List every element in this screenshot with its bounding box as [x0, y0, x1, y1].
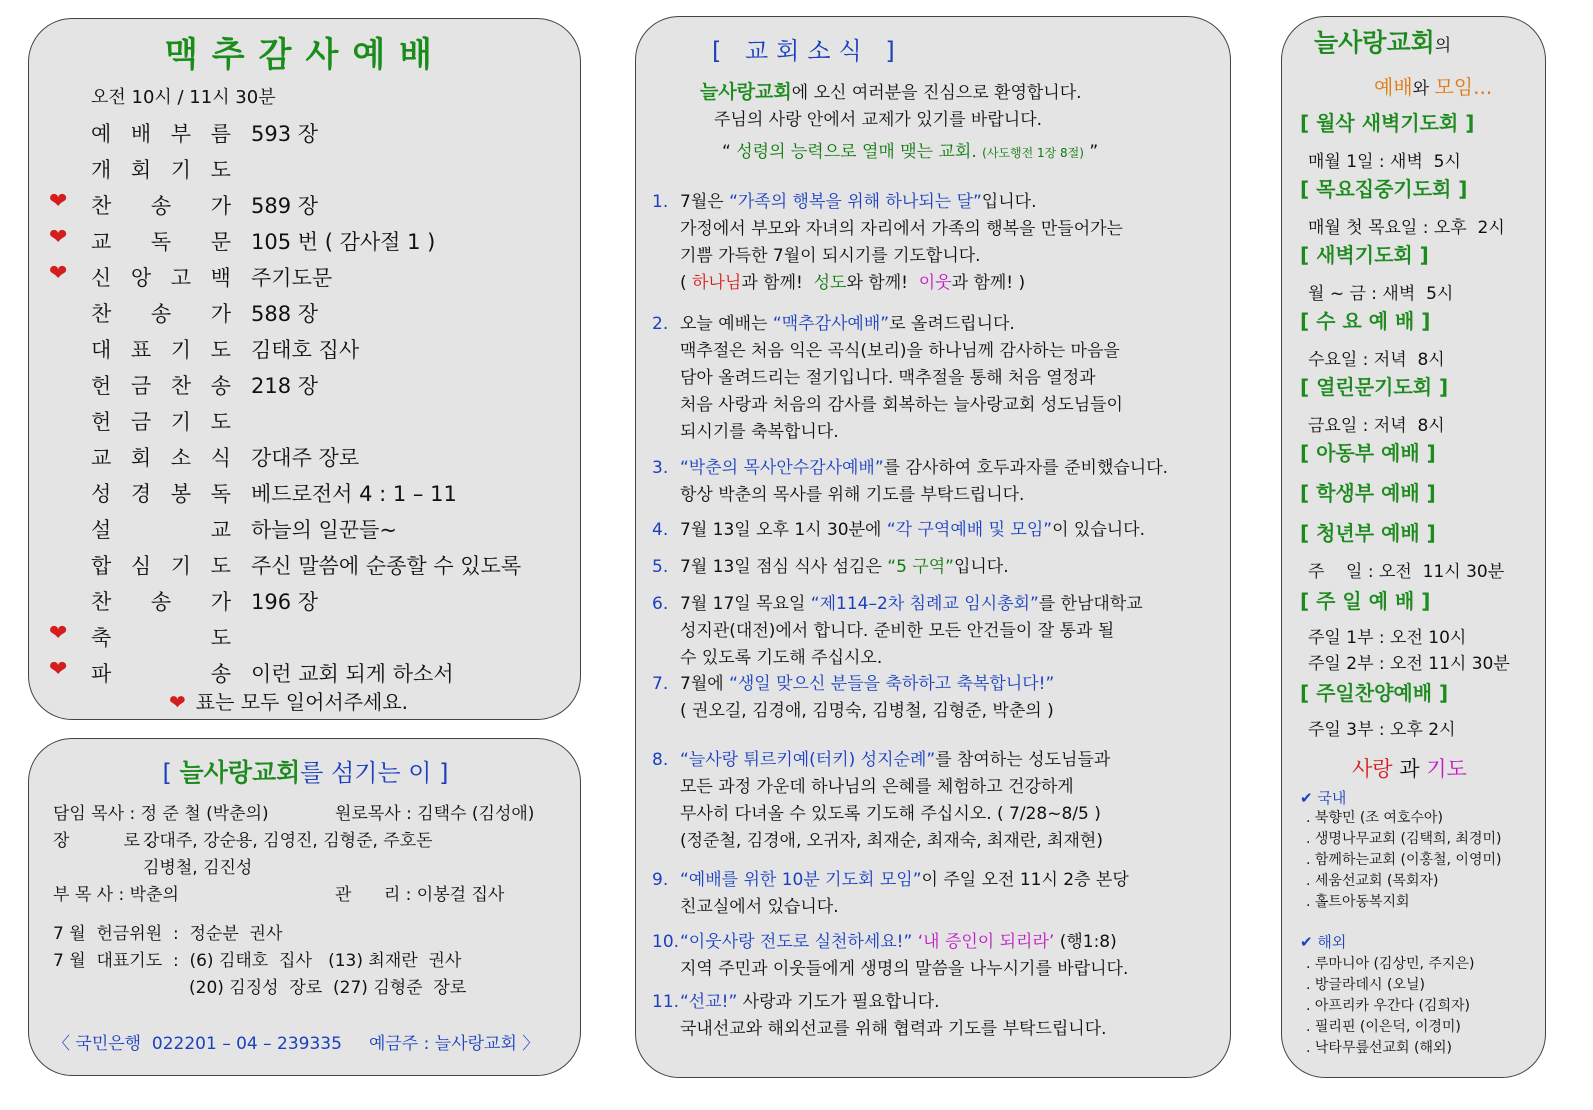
heart-icon: ❤	[49, 225, 68, 250]
prayer-item: . 북향민 (조 여호수아)	[1306, 810, 1443, 826]
news-item-text: 이웃	[918, 273, 952, 293]
motto-text: 성령의 능력으로 열매 맺는 교회.	[736, 142, 977, 162]
meeting-time: 주일 2부 : 오전 11시 30분	[1308, 654, 1510, 674]
prayer-item: . 낙타무릎선교회 (해외)	[1306, 1040, 1452, 1056]
news-item-line: 항상 박춘의 목사를 위해 기도를 부탁드립니다.	[680, 485, 1025, 505]
service-row	[29, 223, 582, 257]
prayer-item: . 방글라데시 (오닐)	[1306, 977, 1425, 993]
meetings-panel	[1281, 16, 1546, 1078]
news-item-text: 입니다.	[953, 557, 1009, 577]
meeting-time: 매월 1일 : 새벽 5시	[1308, 152, 1461, 172]
news-item-highlight: “늘사랑 튀르키예(터키) 성지순례”	[680, 750, 936, 770]
news-item-text: 성도	[813, 273, 847, 293]
news-item	[652, 867, 1222, 921]
news-title: [ 교회소식 ]	[712, 37, 903, 65]
service-row	[29, 295, 582, 329]
overseas-label: ✔ 해외	[1300, 933, 1347, 951]
service-row	[29, 403, 582, 437]
heart-icon: ❤	[49, 261, 68, 286]
prayer-love: 사랑	[1352, 757, 1393, 781]
rep-prayer-2: (20) 김징성 장로 (27) 김형준 장로	[189, 978, 467, 998]
staff-panel	[28, 738, 581, 1076]
news-item	[652, 591, 1222, 672]
service-row-value: 주신 말씀에 순종할 수 있도록	[251, 554, 522, 578]
and-word: 와	[1412, 79, 1435, 99]
service-row-label: 교 회 소 식	[91, 446, 231, 470]
news-item-number: 11.	[652, 992, 680, 1012]
prayer-item: . 아프리카 우간다 (김희자)	[1306, 998, 1470, 1014]
news-item-line: 성지관(대전)에서 합니다. 준비한 모든 안건들이 잘 통과 될	[680, 621, 1115, 641]
service-row-value: 주기도문	[251, 266, 333, 290]
news-item-text: 이 있습니다.	[1052, 520, 1145, 540]
meeting-title: [ 학생부 예배 ]	[1300, 481, 1436, 505]
service-row	[29, 331, 582, 365]
news-item-number: 6.	[652, 594, 669, 614]
service-row-label: 파 송	[91, 662, 231, 686]
service-row	[29, 619, 582, 653]
service-row-value: 베드로전서 4 : 1 – 11	[251, 482, 457, 506]
meeting-title: [ 수 요 예 배 ]	[1300, 309, 1431, 333]
news-item-text: 과 함께! )	[951, 273, 1026, 293]
news-item-text: 7월에	[680, 674, 730, 694]
service-row-label: 설 교	[91, 518, 231, 542]
service-row-label: 찬 송 가	[91, 590, 231, 614]
news-item	[652, 747, 1222, 855]
prayer-and: 과	[1392, 757, 1427, 781]
service-row	[29, 511, 582, 545]
news-item-number: 2.	[652, 314, 669, 334]
news-item-highlight: “제114–2차 침례교 임시총회”	[810, 594, 1039, 614]
news-item-line: 기쁨 가득한 7월이 되시기를 기도합니다.	[680, 246, 981, 266]
news-item-number: 5.	[652, 557, 669, 577]
staff-title	[29, 753, 582, 789]
news-item-line: 무사히 다녀올 수 있도록 기도해 주십시오. ( 7/28~8/5 )	[680, 804, 1101, 824]
news-item-text: 를 참여하는 성도님들과	[935, 750, 1111, 770]
service-row-label: 찬 송 가	[91, 302, 231, 326]
news-item	[652, 554, 1222, 581]
news-item	[652, 189, 1222, 297]
meetings-church: 늘사랑교회	[1314, 28, 1435, 57]
service-row	[29, 439, 582, 473]
service-row-value: 김태호 집사	[251, 338, 360, 362]
news-item-number: 1.	[652, 192, 669, 212]
meeting-time: 주일 1부 : 오전 10시	[1308, 628, 1467, 648]
meeting-title: [ 열린문기도회 ]	[1300, 375, 1449, 399]
news-item-text: 입니다.	[981, 192, 1037, 212]
news-item-number: 10.	[652, 932, 680, 952]
meeting-title: [ 청년부 예배 ]	[1300, 521, 1436, 545]
service-row-value: 593 장	[251, 122, 319, 146]
news-item-text: 7월 13일 오후 1시 30분에	[680, 520, 887, 540]
news-item-number: 8.	[652, 750, 669, 770]
stand-note	[169, 686, 408, 715]
meeting-title: [ 월삭 새벽기도회 ]	[1300, 111, 1475, 135]
news-item-highlight: “맥추감사예배”	[772, 314, 890, 334]
news-item-highlight: ‘내 증인이 되리라’	[912, 932, 1055, 952]
service-row-label: 예 배 부 름	[91, 122, 231, 146]
news-item-highlight: “가족의 행복을 위해 하나되는 달”	[729, 192, 982, 212]
news-intro-2: 주님의 사랑 안에서 교제가 있기를 바랍니다.	[714, 110, 1043, 130]
prayer-item: . 생명나무교회 (김택희, 최경미)	[1306, 831, 1502, 847]
news-item-line: 가정에서 부모와 자녀의 자리에서 가족의 행복을 만들어가는	[680, 219, 1123, 239]
service-row-label: 찬 송 가	[91, 194, 231, 218]
meetings-header	[1314, 23, 1451, 59]
elders-line-2: 김병철, 김진성	[143, 858, 253, 878]
service-row	[29, 583, 582, 617]
service-row-label: 헌 금 찬 송	[91, 374, 231, 398]
service-row	[29, 115, 582, 149]
news-item-highlight: “생일 맞으신 분들을 축하하고 축복합니다!”	[729, 674, 1055, 694]
service-row	[29, 187, 582, 221]
motto-ref: (사도행전 1장 8절)	[982, 146, 1084, 160]
service-row	[29, 655, 582, 689]
news-item-text: 하나님	[692, 273, 742, 293]
news-item-line: 처음 사랑과 처음의 감사를 회복하는 늘사랑교회 성도님들이	[680, 395, 1123, 415]
news-motto	[722, 137, 1098, 162]
news-item-text: 로 올려드립니다.	[889, 314, 1015, 334]
news-item-text: 와 함께!	[846, 273, 919, 293]
news-item-number: 4.	[652, 520, 669, 540]
service-row-label: 헌 금 기 도	[91, 410, 231, 434]
worship-word: 예배	[1374, 75, 1413, 99]
service-row-label: 성 경 봉 독	[91, 482, 231, 506]
staff-title-open: [	[162, 759, 180, 787]
news-item-highlight: “박춘의 목사안수감사예배”	[680, 458, 884, 478]
news-item-text: 7월 17일 목요일	[680, 594, 811, 614]
news-item-number: 9.	[652, 870, 669, 890]
meetings-of: 의	[1434, 36, 1452, 56]
motto-close: ”	[1089, 142, 1099, 162]
meeting-title: [ 아동부 예배 ]	[1300, 441, 1436, 465]
emeritus-pastor: 원로목사 : 김택수 (김성애)	[335, 804, 535, 824]
news-item-line: 맥추절은 처음 익은 곡식(보리)을 하나님께 감사하는 마음을	[680, 341, 1120, 361]
news-item-line: 국내선교와 해외선교를 위해 협력과 기도를 부탁드립니다.	[680, 1019, 1107, 1039]
news-item-text: 과 함께!	[741, 273, 814, 293]
news-item-text: 를 한남대학교	[1038, 594, 1143, 614]
meeting-title: [ 주 일 예 배 ]	[1300, 589, 1431, 613]
prayer-item: . 필리핀 (이은덕, 이경미)	[1306, 1019, 1461, 1035]
senior-pastor: 담임 목사 : 정 준 철 (박춘의)	[53, 804, 269, 824]
news-item-highlight: “예배를 위한 10분 기도회 모임”	[680, 870, 922, 890]
manager: 관 리 : 이봉걸 집사	[335, 885, 505, 905]
news-item-highlight: “이웃사랑 전도로 실천하세요!”	[680, 932, 913, 952]
service-row-label: 대 표 기 도	[91, 338, 231, 362]
news-item-text: 오늘 예배는	[680, 314, 773, 334]
prayer-title	[1352, 753, 1467, 783]
service-row-label: 교 독 문	[91, 230, 231, 254]
intro-church: 늘사랑교회	[700, 81, 792, 103]
service-row-value: 218 장	[251, 374, 319, 398]
service-row-value: 589 장	[251, 194, 319, 218]
news-item	[652, 929, 1222, 983]
news-item	[652, 311, 1222, 446]
service-row-label: 합 심 기 도	[91, 554, 231, 578]
service-row	[29, 547, 582, 581]
service-row	[29, 259, 582, 293]
news-item-line: 모든 과정 가운데 하나님의 은혜를 체험하고 건강하게	[680, 777, 1074, 797]
news-intro-1	[700, 77, 1082, 104]
news-item-line: 되시기를 축복합니다.	[680, 422, 839, 442]
prayer-item: . 루마니아 (김상민, 주지은)	[1306, 956, 1475, 972]
prayer-item: . 함께하는교회 (이홍철, 이영미)	[1306, 852, 1502, 868]
news-item-line: (정준철, 김경애, 오귀자, 최재순, 최재숙, 최재란, 최재현)	[680, 831, 1103, 851]
news-item-line: 지역 주민과 이웃들에게 생명의 말씀을 나누시기를 바랍니다.	[680, 959, 1129, 979]
staff-title-rest: 를 섬기는 이 ]	[300, 759, 449, 787]
gather-word: 모임...	[1434, 75, 1493, 99]
meeting-time: 금요일 : 저녁 8시	[1308, 416, 1445, 436]
service-row	[29, 475, 582, 509]
meeting-title: [ 새벽기도회 ]	[1300, 243, 1429, 267]
service-row-label: 신 앙 고 백	[91, 266, 231, 290]
news-item-line: 수 있도록 기도해 주십시오.	[680, 648, 883, 668]
meeting-time: 월 ~ 금 : 새벽 5시	[1308, 284, 1454, 304]
staff-title-church: 늘사랑교회	[179, 758, 301, 787]
news-item-text: 사랑과 기도가 필요합니다.	[737, 992, 940, 1012]
bank-account: 〈 국민은행 022201 – 04 – 239335 예금주 : 늘사랑교회 〉	[53, 1034, 540, 1054]
news-item-highlight: “선교!”	[680, 992, 738, 1012]
prayer-item: . 홀트아동복지회	[1306, 894, 1410, 910]
service-row-value: 588 장	[251, 302, 319, 326]
meeting-time: 주일 3부 : 오후 2시	[1308, 720, 1456, 740]
service-row	[29, 151, 582, 185]
associate-pastor: 부 목 사 : 박춘의	[53, 885, 179, 905]
service-row-value: 강대주 장로	[251, 446, 360, 470]
news-item-text: 7월 13일 점심 식사 섬김은	[680, 557, 888, 577]
news-item-highlight: “5 구역”	[887, 557, 954, 577]
service-time: 오전 10시 / 11시 30분	[91, 87, 276, 108]
news-item	[652, 989, 1222, 1043]
meeting-time: 수요일 : 저녁 8시	[1308, 350, 1445, 370]
heart-icon: ❤	[49, 621, 68, 646]
motto-open: “	[722, 142, 731, 162]
news-item-line: 친교실에서 있습니다.	[680, 897, 839, 917]
elders-label: 장 로 :	[53, 831, 152, 851]
news-item	[652, 517, 1222, 544]
news-item	[652, 455, 1222, 509]
news-item-number: 7.	[652, 674, 669, 694]
news-item-line: ( 권오길, 김경애, 김명숙, 김병철, 김형준, 박춘의 )	[680, 701, 1054, 721]
elders-line-1: 강대주, 강순용, 김영진, 김형준, 주호돈	[143, 831, 433, 851]
news-item-text: (행1:8)	[1054, 932, 1117, 952]
heart-icon: ❤	[49, 657, 68, 682]
news-item-text: 를 감사하여 호두과자를 준비했습니다.	[883, 458, 1169, 478]
intro-text-1: 에 오신 여러분을 진심으로 환영합니다.	[791, 83, 1082, 103]
service-row-value: 이런 교회 되게 하소서	[251, 662, 454, 686]
rep-prayer-1: 7 월 대표기도 : (6) 김태호 집사 (13) 최재란 권사	[53, 951, 462, 971]
offering-committee: 7 월 헌금위원 : 정순분 권사	[53, 924, 283, 944]
prayer-item: . 세움선교회 (목회자)	[1306, 873, 1439, 889]
meeting-title: [ 주일찬양예배 ]	[1300, 681, 1449, 705]
news-item-line	[652, 270, 1222, 297]
news-item-text: 이 주일 오전 11시 2층 본당	[921, 870, 1129, 890]
news-item	[652, 671, 1222, 725]
news-item-line: 담아 올려드리는 절기입니다. 맥추절을 통해 처음 열정과	[680, 368, 1096, 388]
domestic-label: ✔ 국내	[1300, 789, 1347, 807]
meeting-time: 매월 첫 목요일 : 오후 2시	[1308, 218, 1505, 238]
service-order-panel	[28, 18, 581, 720]
service-row-value: 하늘의 일꾼들~	[251, 518, 397, 542]
church-news-panel	[635, 16, 1231, 1078]
meetings-subheader	[1374, 71, 1492, 100]
news-item-text: 7월은	[680, 192, 730, 212]
meeting-title: [ 목요집중기도회 ]	[1300, 177, 1468, 201]
meeting-time: 주 일 : 오전 11시 30분	[1308, 562, 1505, 582]
news-item-number: 3.	[652, 458, 669, 478]
service-row-label: 개 회 기 도	[91, 158, 231, 182]
service-row-value: 196 장	[251, 590, 319, 614]
service-row-value: 105 번 ( 감사절 1 )	[251, 230, 436, 254]
service-row-label: 축 도	[91, 626, 231, 650]
service-row	[29, 367, 582, 401]
news-item-text: (	[680, 273, 693, 293]
stand-note-text: 표는 모두 일어서주세요.	[195, 690, 409, 714]
heart-icon: ❤	[49, 189, 68, 214]
service-title: 맥추감사예배	[164, 35, 447, 75]
news-item-highlight: “각 구역예배 및 모임”	[886, 520, 1053, 540]
prayer-pray: 기도	[1426, 757, 1467, 781]
heart-icon: ❤	[169, 690, 186, 714]
